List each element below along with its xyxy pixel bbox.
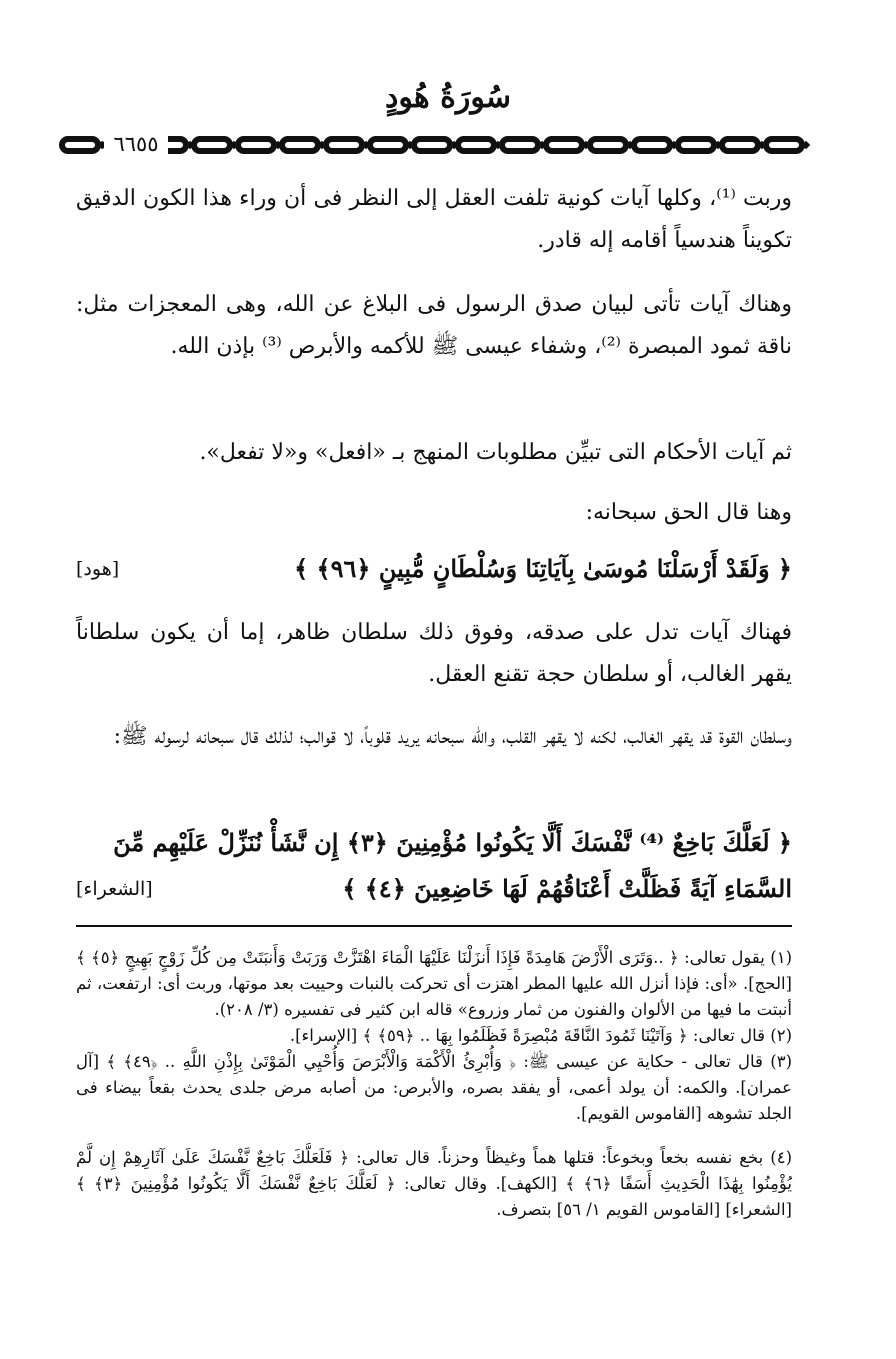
surah-title: سُورَةُ هُودٍ — [385, 80, 511, 115]
footnote-3: (٣) قال تعالى - حكاية عن عيسى ﷺ: ﴿ وَأُبْرِئُ الْأَكْمَهَ وَالْأَبْرَصَ وَأُحْيِي الْمَوْتَىٰ بِإِذْنِ اللَّهِ .. ﴿٤٩﴾ ﴾ [آل عمران]. والكمه: أن يولد أعمى، أو يفقد بصره، والأبرص: من أصابه مرض جلدى يحدث بقعاً بيضاء فى الجلد تشوهه [القاموس القويم]. — [76, 1052, 793, 1123]
paragraph-4: وهنا قال الحق سبحانه: — [585, 500, 792, 525]
chain-link — [722, 139, 758, 151]
chain-link — [414, 139, 450, 151]
verse-source: [الشعراء] — [76, 878, 153, 900]
verse-text: ﴿ وَلَقَدْ أَرْسَلْنَا مُوسَىٰ بِآيَاتِنَا وَسُلْطَانٍ مُّبِينٍ ﴿٩٦﴾ ﴾ — [294, 554, 792, 583]
chain-link — [370, 139, 406, 151]
page-number: ٦٦٥٥ — [104, 131, 168, 157]
verse-line-2: السَّمَاءِ آيَةً فَظَلَّتْ أَعْنَاقُهُمْ لَهَا خَاضِعِينَ ﴿٤﴾ ﴾ — [342, 874, 792, 903]
chain-link — [590, 139, 626, 151]
quran-verse-shuara — [76, 822, 792, 912]
paragraph-5: فهناك آيات تدل على صدقه، وفوق ذلك سلطان ظاهر، إما أن يكون سلطاناً يقهر الغالب، أو سلطان حجة تقنع العقل. — [76, 620, 792, 687]
verse-line-1: ﴿ لَعَلَّكَ بَاخِعٌ ⁽⁴⁾ نَّفْسَكَ أَلَّا يَكُونُوا مُؤْمِنِينَ ﴿٣﴾ إِن نَّشَأْ نُنَزِّلْ عَلَيْهِم مِّنَ — [113, 828, 792, 857]
paragraph-3: ثم آيات الأحكام التى تبيِّن مطلوبات المنهج بـ «افعل» و«لا تفعل». — [199, 440, 792, 465]
chain-link — [238, 139, 274, 151]
chain-link — [194, 139, 230, 151]
chain-link — [678, 139, 714, 151]
paragraph-6: وسلطان القوة قد يقهر الغالب، لكنه لا يقهر القلب، والله سبحانه يريد قلوباً، لا قوالب؛ لذلك قال سبحانه لرسوله ﷺ: — [113, 724, 792, 749]
verse-source: [هود] — [76, 558, 120, 580]
paragraph-2: وهناك آيات تأتى لبيان صدق الرسول فى البلاغ عن الله، وهى المعجزات مثل: ناقة ثمود المبصرة ⁽²⁾، وشفاء عيسى ﷺ للأكمه والأبرص ⁽³⁾ بإذن الله. — [76, 292, 792, 359]
chain-link — [546, 139, 582, 151]
chain-link — [458, 139, 494, 151]
chain-link — [62, 139, 98, 151]
paragraph-1: وربت ⁽¹⁾، وكلها آيات كونية تلفت العقل إلى النظر فى أن وراء هذا الكون الدقيق تكويناً هندسياً أقامه إله قادر. — [76, 186, 793, 253]
chain-link — [502, 139, 538, 151]
footnote-2: (٢) قال تعالى: ﴿ وَآتَيْنَا ثَمُودَ النَّاقَةَ مُبْصِرَةً فَظَلَمُوا بِهَا .. ﴿٥٩﴾ ﴾ [الإسراء]. — [289, 1026, 792, 1045]
chain-ornament-border — [58, 130, 820, 160]
chain-link — [766, 139, 802, 151]
chain-link — [326, 139, 362, 151]
footnote-divider — [76, 925, 792, 927]
chain-link — [282, 139, 318, 151]
footnote-4: (٤) بخع نفسه بخعاً وبخوعاً: قتلها هماً وغيظاً وحزناً. قال تعالى: ﴿ فَلَعَلَّكَ بَاخِعٌ نَّفْسَكَ عَلَىٰ آثَارِهِمْ إِن لَّمْ يُؤْمِنُوا بِهَٰذَا الْحَدِيثِ أَسَفًا ﴿٦﴾ ﴾ [الكهف]. وقال تعالى: ﴿ لَعَلَّكَ بَاخِعٌ نَّفْسَكَ أَلَّا يَكُونُوا مُؤْمِنِينَ ﴿٣﴾ ﴾ [الشعراء] [القاموس القويم ١/ ٥٦] بتصرف. — [76, 1148, 792, 1219]
footnote-1: (١) يقول تعالى: ﴿ ..وَتَرَى الْأَرْضَ هَامِدَةً فَإِذَا أَنزَلْنَا عَلَيْهَا الْمَاءَ اهْتَزَّتْ وَرَبَتْ وَأَنبَتَتْ مِن كُلِّ زَوْجٍ بَهِيجٍ ﴿٥﴾ ﴾ [الحج]. «أى: فإذا أنزل الله عليها المطر اهتزت أى تحركت بالنبات وحييت بعد موتها، وربت أى: ارتفعت، ثم أنبتت ما فيها من الألوان والفنون من ثمار وزروع» قاله ابن كثير فى تفسيره (٣/ ٢٠٨). — [76, 948, 792, 1019]
quran-verse-hud — [76, 548, 792, 590]
chain-link — [634, 139, 670, 151]
